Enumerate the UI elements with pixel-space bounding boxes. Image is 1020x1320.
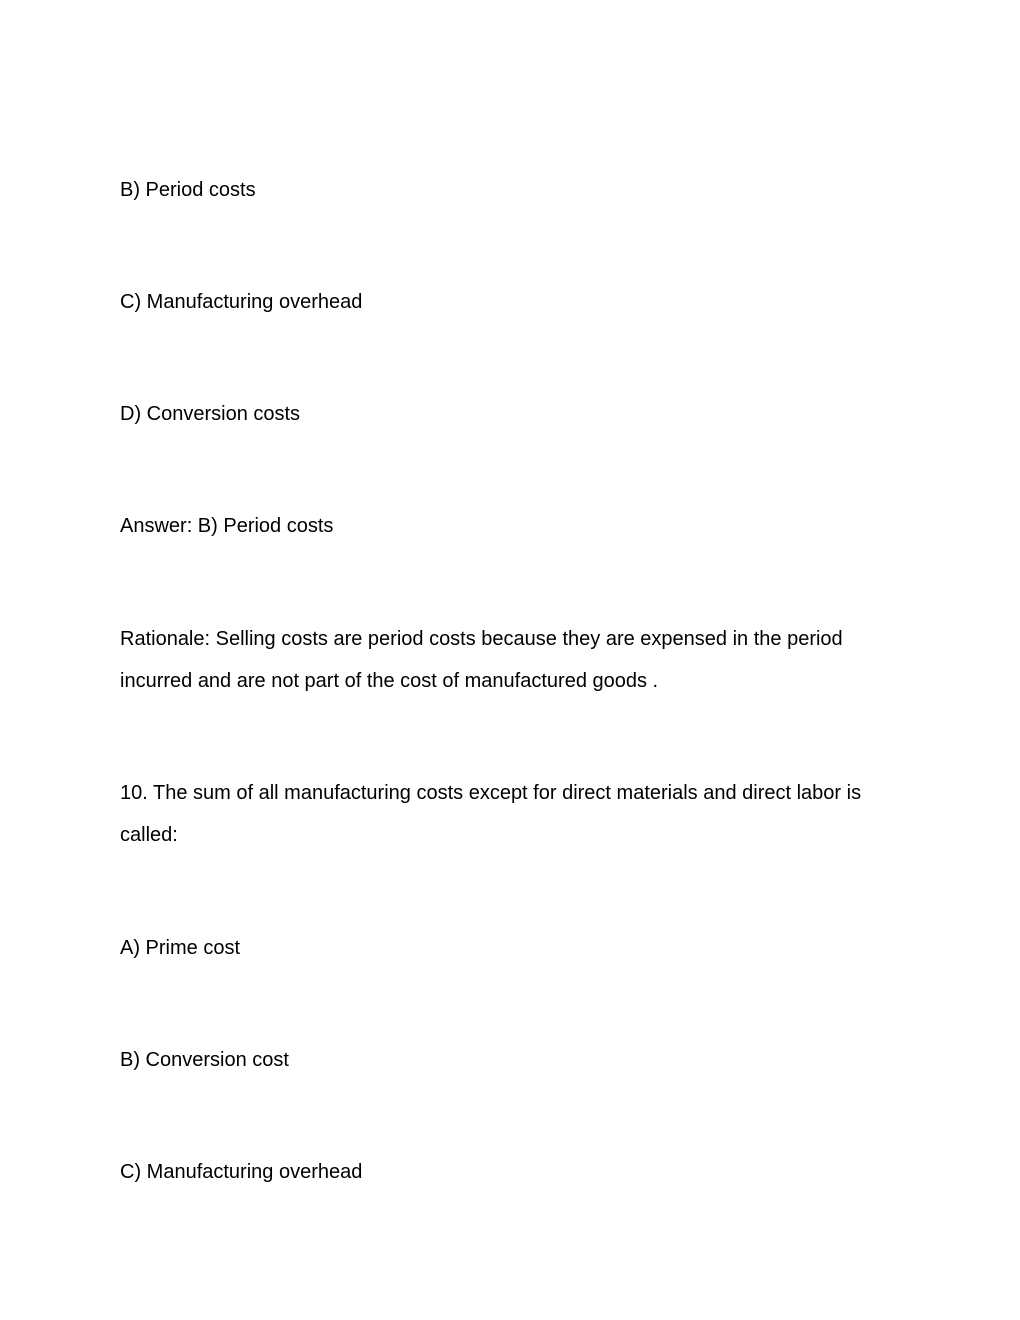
q10-option-a: A) Prime cost: [120, 937, 241, 959]
q9-rationale: Rationale: Selling costs are period costs because they are expensed in the period incurred and are not part of the cost of manufactured goods .: [120, 628, 843, 692]
q10-option-c: C) Manufacturing overhead: [120, 1161, 363, 1183]
q9-option-c: C) Manufacturing overhead: [120, 291, 363, 313]
q9-answer: Answer: B) Period costs: [120, 515, 334, 537]
q9-option-d: D) Conversion costs: [120, 403, 301, 425]
q9-option-b: B) Period costs: [120, 179, 256, 201]
q10-question: 10. The sum of all manufacturing costs except for direct materials and direct labor is called:: [120, 782, 862, 846]
q10-option-b: B) Conversion cost: [120, 1049, 289, 1071]
